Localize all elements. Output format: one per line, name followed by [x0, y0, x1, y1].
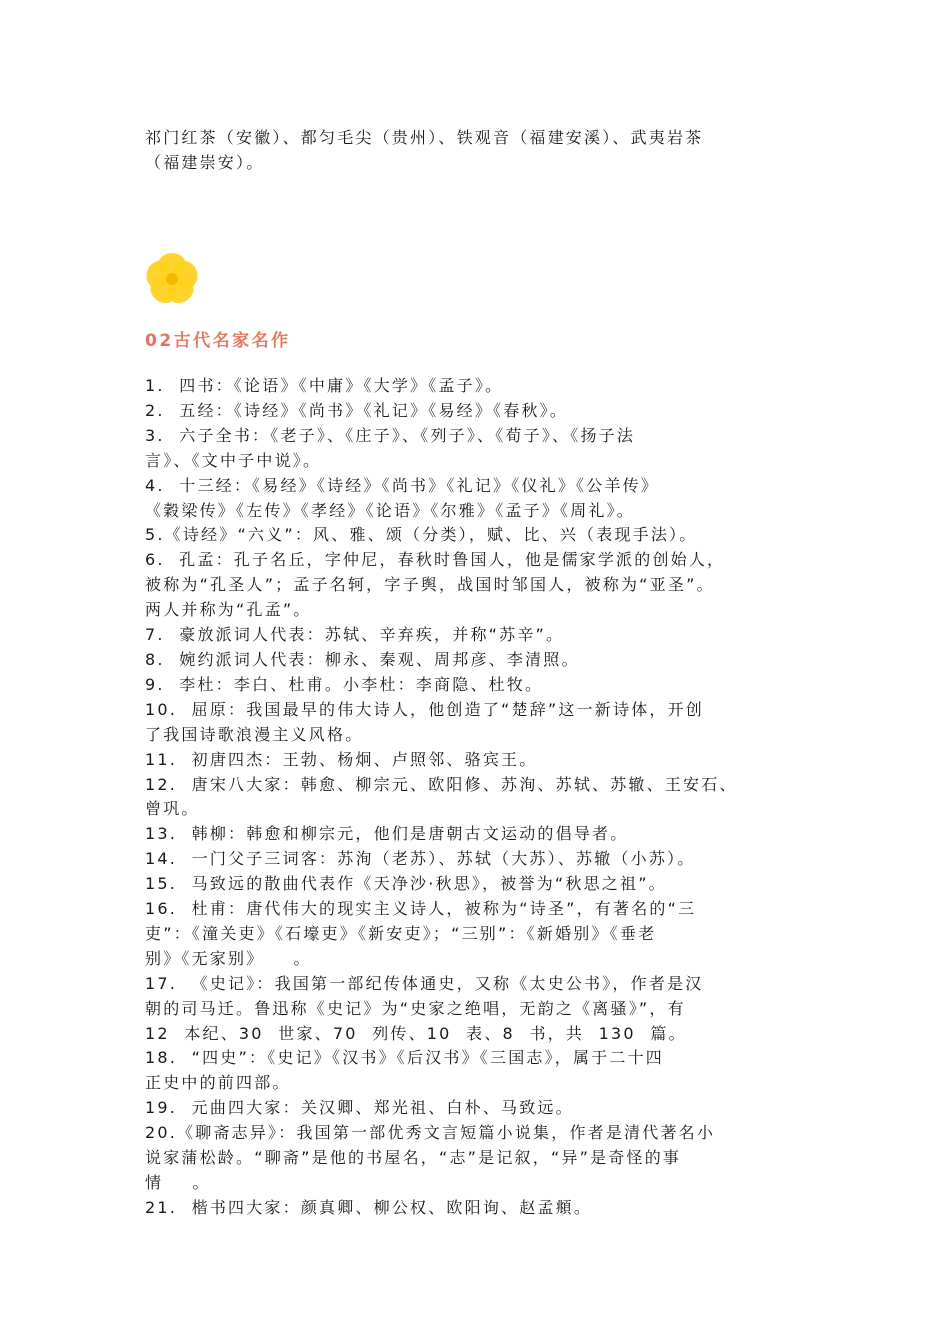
list-line: 17. 《史记》：我国第一部纪传体通史，又称《太史公书》，作者是汉 [145, 973, 704, 993]
list-line: 9. 李杜：李白、杜甫。小李杜：李商隐、杜牧。 [145, 674, 544, 694]
list-line: 13. 韩柳：韩愈和柳宗元，他们是唐朝古文运动的倡导者。 [145, 824, 629, 844]
list-line: 了我国诗歌浪漫主义风格。 [145, 724, 364, 744]
list-line: 14. 一门父子三词客：苏洵（老苏）、苏轼（大苏）、苏辙（小苏）。 [145, 849, 696, 869]
section-title: 02古代名家名作 [145, 331, 291, 351]
list-line: 曾巩。 [145, 799, 200, 819]
list-line: 3. 六子全书：《老子》、《庄子》、《列子》、《荀子》、《扬子法 [145, 425, 636, 445]
intro-paragraph [145, 125, 825, 175]
list-line: 6. 孔孟：孔子名丘，字仲尼，春秋时鲁国人，他是儒家学派的创始人， [145, 550, 726, 570]
list-line: 1. 四书：《论语》《中庸》《大学》《孟子》。 [145, 376, 504, 395]
list-line: 18. “四史”：《史记》《汉书》《后汉书》《三国志》，属于二十四 [145, 1048, 664, 1068]
list-line: 被称为“孔圣人”；孟子名轲，字子舆，战国时邹国人，被称为“亚圣”。 [145, 575, 715, 595]
list-line: 8. 婉约派词人代表：柳永、秦观、周邦彦、李清照。 [145, 649, 580, 669]
list-line: 言》、《文中子中说》。 [145, 450, 322, 470]
list-line: 5.《诗经》“六义”：风、雅、颂（分类），赋、比、兴（表现手法）。 [145, 525, 698, 545]
list-line: 12 本纪、30 世家、70 列传、10 表、8 书，共 130 篇。 [145, 1023, 687, 1043]
list-line: 16. 杜甫：唐代伟大的现实主义诗人，被称为“诗圣”，有著名的“三 [145, 899, 697, 919]
list-line: 19. 元曲四大家：关汉卿、郑光祖、白朴、马致远。 [145, 1098, 574, 1118]
intro-line: 祁门红茶（安徽）、都匀毛尖（贵州）、铁观音（福建安溪）、武夷岩茶 [145, 128, 704, 147]
list-line: 两人并称为“孔孟”。 [145, 600, 312, 620]
list-line: 11. 初唐四杰：王勃、杨炯、卢照邻、骆宾王。 [145, 749, 538, 769]
list-line: 15. 马致远的散曲代表作《天净沙·秋思》，被誉为“秋思之祖”。 [145, 874, 667, 894]
intro-line: （福建崇安）。 [145, 153, 265, 172]
list-line: 别》《无家别》 。 [145, 948, 312, 968]
list-line: 说家蒲松龄。“聊斋”是他的书屋名，“志”是记叙，“异”是奇怪的事 [145, 1148, 682, 1168]
yellow-flower-icon [140, 247, 204, 311]
list-line: 10. 屈原：我国最早的伟大诗人，他创造了“楚辞”这一新诗体，开创 [145, 699, 704, 719]
list-line: 吏”：《潼关吏》《石壕吏》《新安吏》；“三别”：《新婚别》《垂老 [145, 923, 657, 943]
list-line: 4. 十三经：《易经》《诗经》《尚书》《礼记》《仪礼》《公羊传》 [145, 475, 660, 495]
list-line: 21. 楷书四大家：颜真卿、柳公权、欧阳询、赵孟頫。 [145, 1197, 593, 1217]
list-line: 情 。 [145, 1173, 211, 1192]
list-line: 20.《聊斋志异》：我国第一部优秀文言短篇小说集，作者是清代著名小 [145, 1123, 716, 1143]
list-line: 12. 唐宋八大家：韩愈、柳宗元、欧阳修、苏洵、苏轼、苏辙、王安石、 [145, 774, 738, 794]
list-line: 7. 豪放派词人代表：苏轼、辛弃疾，并称“苏辛”。 [145, 625, 565, 645]
list-line: 《穀梁传》《左传》《孝经》《论语》《尔雅》《孟子》《周礼》。 [145, 500, 636, 520]
content-list [145, 374, 835, 1221]
list-line: 朝的司马迁。鲁迅称《史记》为“史家之绝唱，无韵之《离骚》”，有 [145, 998, 686, 1018]
list-line: 2. 五经：《诗经》《尚书》《礼记》《易经》《春秋》。 [145, 400, 569, 420]
list-line: 正史中的前四部。 [145, 1073, 291, 1093]
